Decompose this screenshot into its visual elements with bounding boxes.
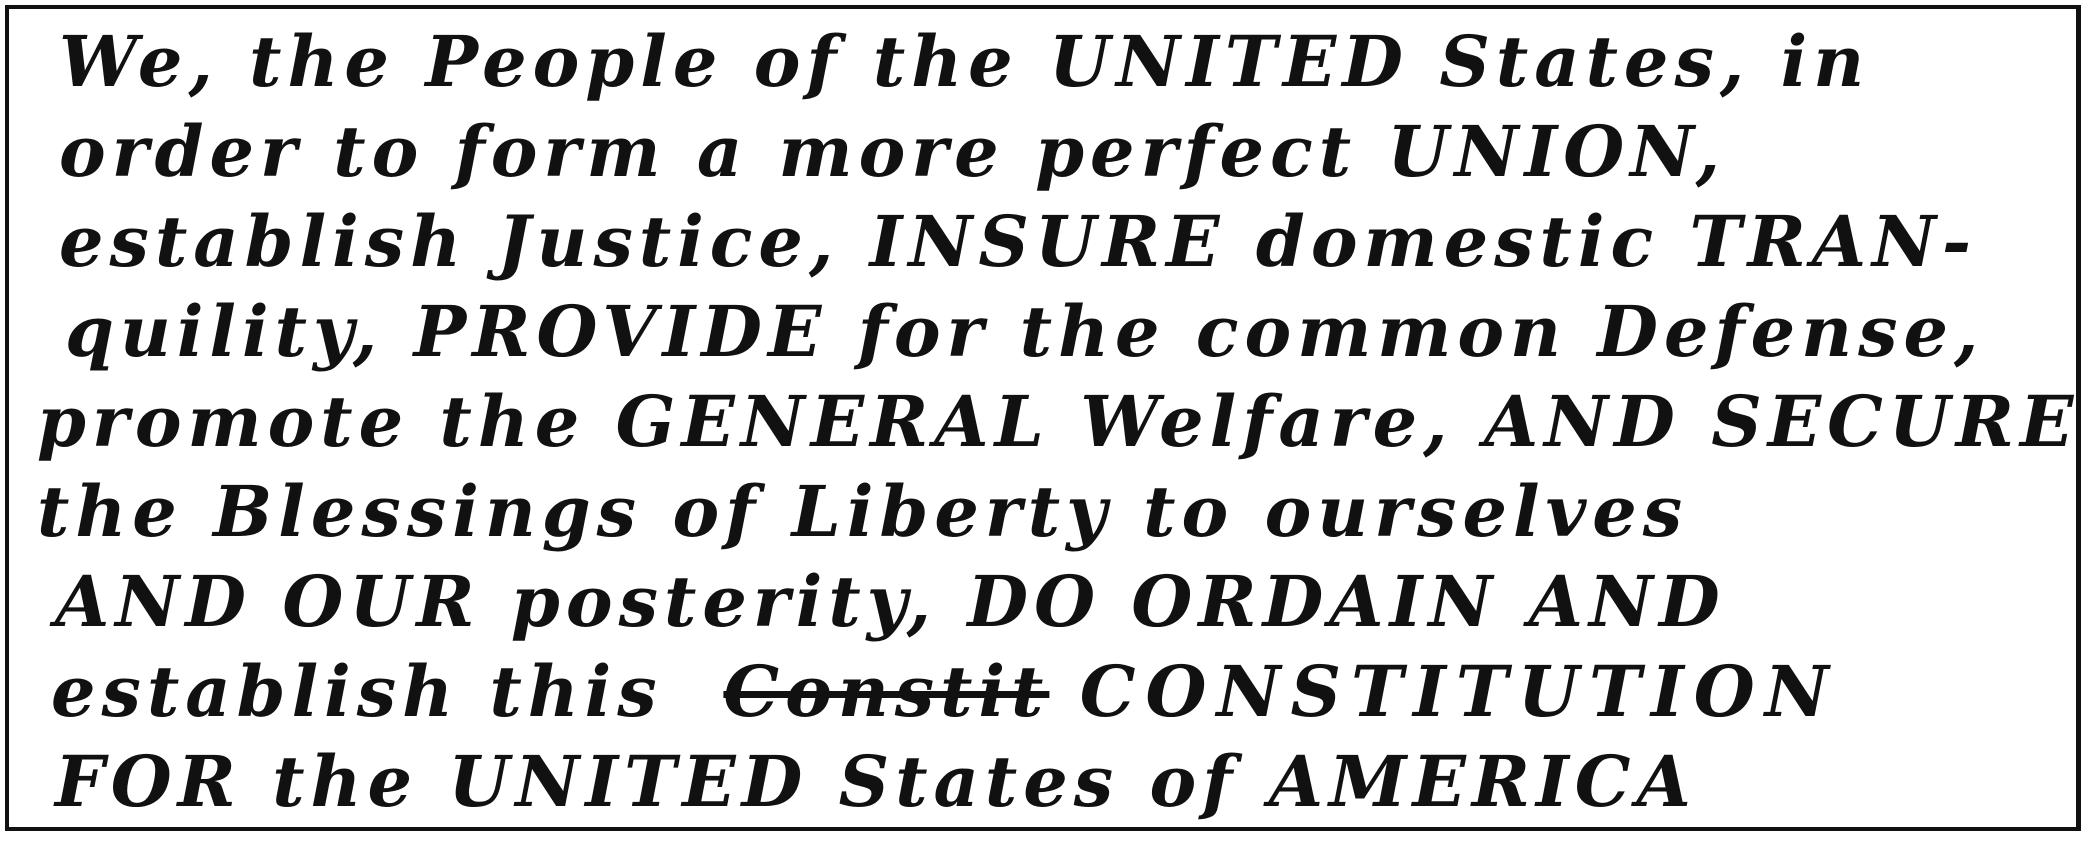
preamble-text [37,17,2080,827]
text-line-7: AND OUR posterity, DO ORDAIN AND [55,560,1726,643]
text-line-4: quility, PROVIDE for the common Defense, [65,290,1985,373]
text-line-8-start: establish this [51,650,663,733]
text-line-9: FOR the UNITED States of AMERICA [55,740,1697,823]
text-line-8 [37,647,2077,737]
constitution-word: CONSTITUTION [1079,650,1839,733]
page-border [5,5,2081,831]
text-line-5: promote the GENERAL Welfare, AND SECURE [37,380,2080,463]
text-line-1: We, the People of the UNITED States, in [59,20,1871,103]
struck-word: Constit [723,650,1050,733]
text-line-2: order to form a more perfect UNION, [59,110,1727,193]
text-line-6: the Blessings of Liberty to ourselves [37,470,1689,553]
text-line-3: establish Justice, INSURE domestic TRAN- [59,200,1978,283]
